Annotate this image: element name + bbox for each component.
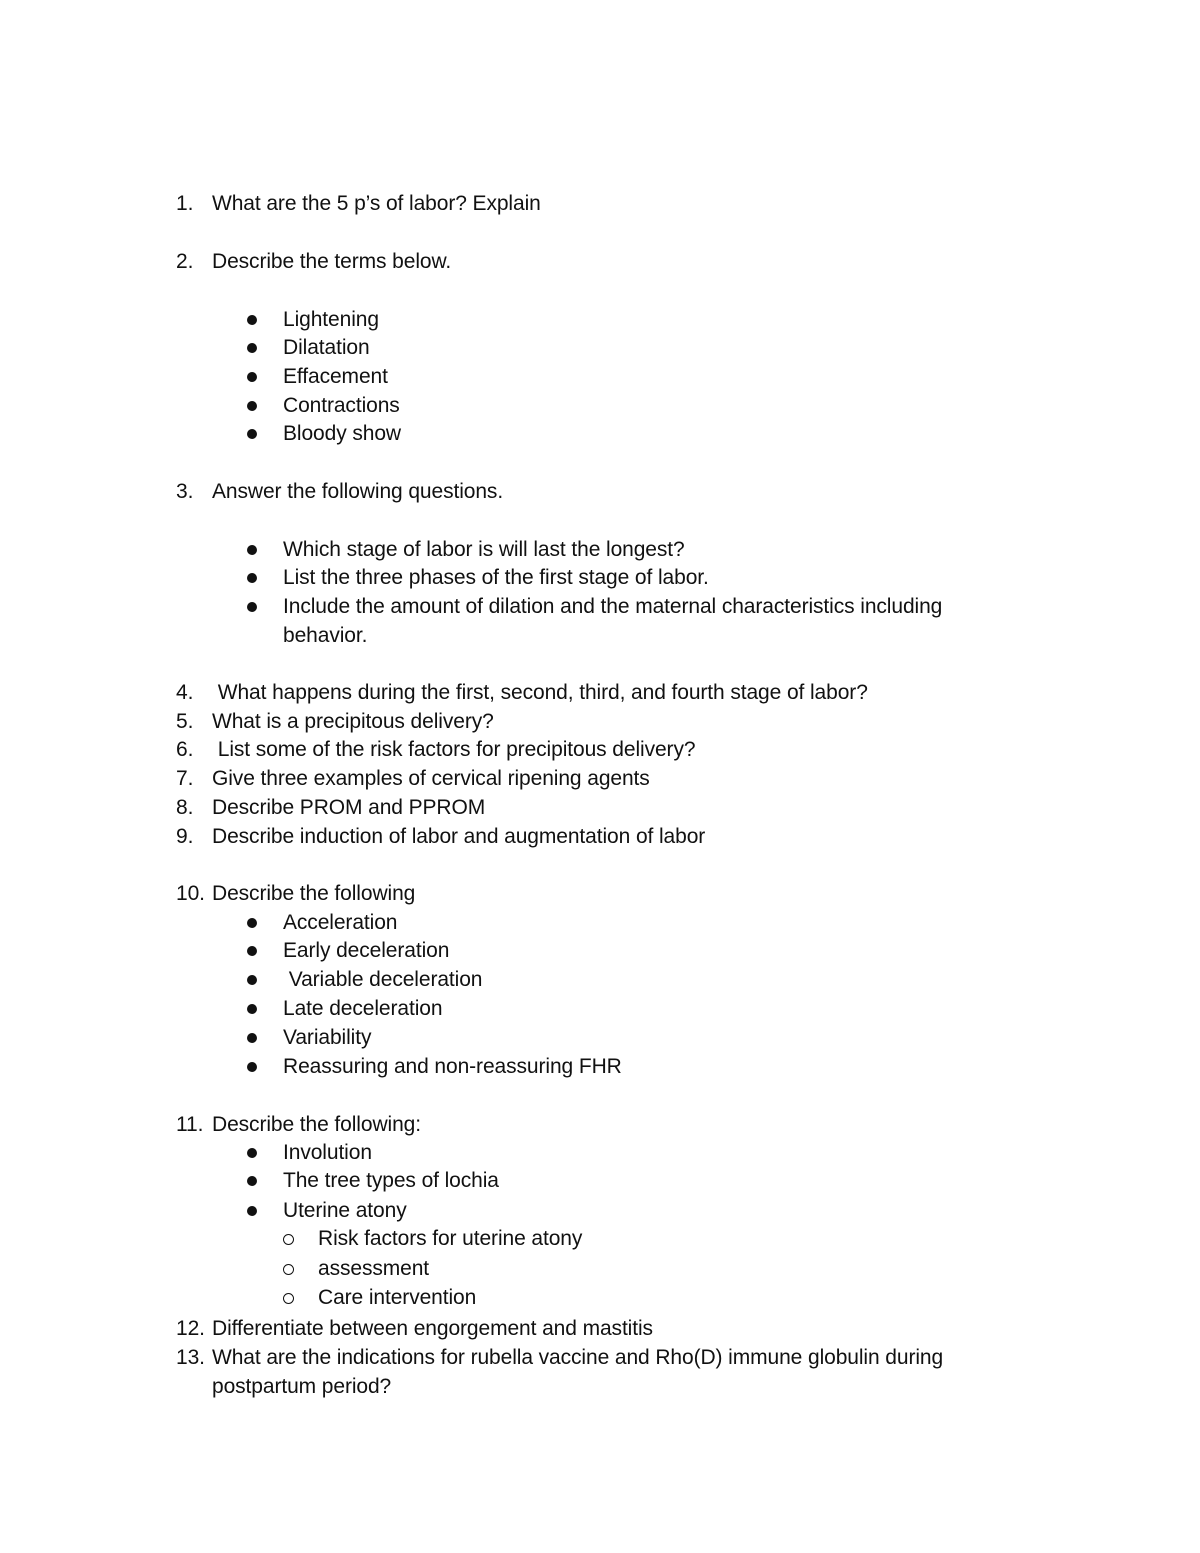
bullet-icon [247, 315, 257, 325]
bullet-icon [247, 1033, 257, 1043]
list-item-text: Acceleration [283, 911, 398, 934]
bullet-icon [247, 975, 257, 985]
question-text: What is a precipitous delivery? [212, 710, 494, 733]
question-number: 5. [176, 710, 194, 733]
question-text: Describe the terms below. [212, 250, 452, 273]
question-number: 13. [176, 1346, 205, 1369]
list-item-text: Uterine atony [283, 1199, 407, 1222]
list-item-text: Which stage of labor is will last the longest? [283, 538, 685, 561]
list-item-text: Variable deceleration [283, 968, 483, 991]
bullet-icon [247, 602, 257, 612]
list-item-text: Dilatation [283, 336, 370, 359]
question-text: Answer the following questions. [212, 480, 504, 503]
bullet-icon [247, 1176, 257, 1186]
question-text: Give three examples of cervical ripening agents [212, 767, 650, 790]
bullet-icon [247, 918, 257, 928]
bullet-icon [247, 372, 257, 382]
hollow-bullet-icon [283, 1234, 294, 1245]
question-number: 3. [176, 480, 194, 503]
list-item-text: Involution [283, 1141, 372, 1164]
bullet-icon [247, 1148, 257, 1158]
question-number: 4. [176, 681, 194, 704]
list-item-text: List the three phases of the first stage of labor. [283, 566, 709, 589]
question-text: Describe PROM and PPROM [212, 796, 486, 819]
bullet-icon [247, 1062, 257, 1072]
list-item-text: Contractions [283, 394, 400, 417]
question-text: Describe the following [212, 882, 416, 905]
bullet-icon [247, 946, 257, 956]
sub-list-item-text: Care intervention [318, 1286, 477, 1309]
list-item-text: Include the amount of dilation and the maternal characteristics including [283, 595, 943, 618]
question-text: Differentiate between engorgement and mastitis [212, 1317, 653, 1340]
bullet-icon [247, 545, 257, 555]
list-item-text: Bloody show [283, 422, 401, 445]
question-number: 7. [176, 767, 194, 790]
bullet-icon [247, 573, 257, 583]
question-text: postpartum period? [212, 1375, 392, 1398]
list-item-text: Lightening [283, 308, 379, 331]
question-number: 11. [176, 1113, 204, 1136]
question-number: 8. [176, 796, 194, 819]
question-text: Describe induction of labor and augmentation of labor [212, 825, 706, 848]
list-item-text: Variability [283, 1026, 372, 1049]
hollow-bullet-icon [283, 1293, 294, 1304]
question-number: 12. [176, 1317, 205, 1340]
list-item-text: The tree types of lochia [283, 1169, 499, 1192]
bullet-icon [247, 1206, 257, 1216]
hollow-bullet-icon [283, 1264, 294, 1275]
list-item-text: Late deceleration [283, 997, 443, 1020]
question-text: What are the 5 p’s of labor? Explain [212, 192, 541, 215]
question-text: List some of the risk factors for precipitous delivery? [212, 738, 696, 761]
question-number: 9. [176, 825, 194, 848]
question-number: 6. [176, 738, 194, 761]
bullet-icon [247, 401, 257, 411]
question-number: 1. [176, 192, 194, 215]
sub-list-item-text: Risk factors for uterine atony [318, 1227, 583, 1250]
list-item-text: Effacement [283, 365, 388, 388]
bullet-icon [247, 343, 257, 353]
question-text: What happens during the first, second, third, and fourth stage of labor? [212, 681, 868, 704]
sub-list-item-text: assessment [318, 1257, 430, 1280]
question-number: 2. [176, 250, 194, 273]
list-item-text: Early deceleration [283, 939, 450, 962]
list-item-text: behavior. [283, 624, 368, 647]
question-text: What are the indications for rubella vaccine and Rho(D) immune globulin during [212, 1346, 944, 1369]
question-text: Describe the following: [212, 1113, 421, 1136]
list-item-text: Reassuring and non-reassuring FHR [283, 1055, 622, 1078]
bullet-icon [247, 429, 257, 439]
bullet-icon [247, 1004, 257, 1014]
question-number: 10. [176, 882, 205, 905]
